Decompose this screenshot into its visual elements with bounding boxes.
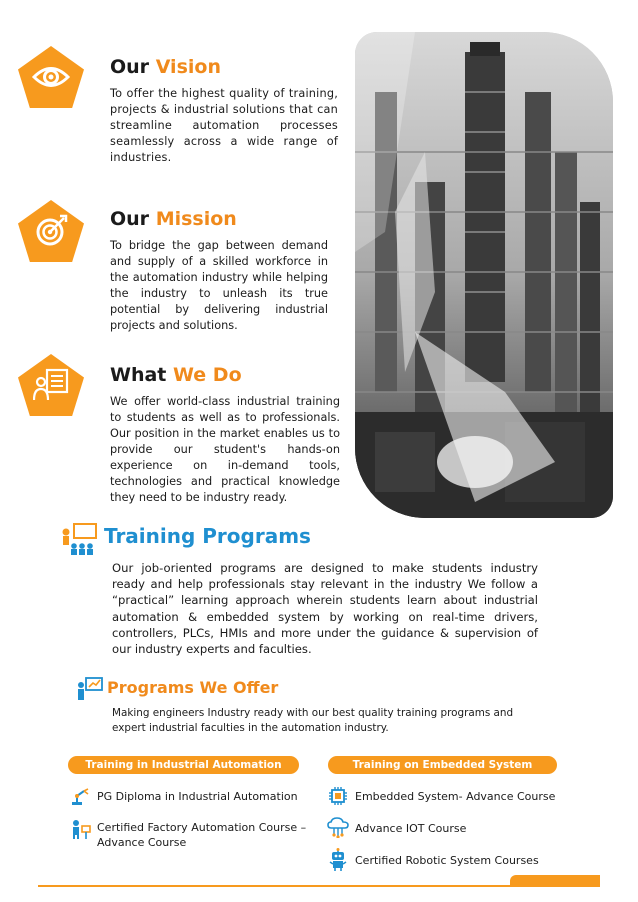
programs-offer-text: Making engineers Industry ready with our best quality training programs and expert industrial faculties in the automation industry. <box>112 707 514 734</box>
training-programs-title: Training Programs <box>104 524 311 548</box>
embedded-pill: Training on Embedded System <box>328 756 557 774</box>
mission-icon-badge <box>18 200 84 262</box>
industrial-plant-illustration <box>355 32 613 518</box>
cloud-network-icon <box>326 816 350 838</box>
automation-pill: Training in Industrial Automation <box>68 756 299 774</box>
what-we-do-text: We offer world-class industrial training to students as well as to professionals. Our position in the market enables us to provide our student's hands-on experience on in-demand tools, technologies and practical knowledge they need to be industry ready. <box>110 395 340 504</box>
training-programs-icon <box>60 522 100 560</box>
course-factory-automation: Certified Factory Automation Course – Advance Course <box>97 821 307 849</box>
course-embedded-system: Embedded System- Advance Course <box>355 790 556 803</box>
course-item <box>328 786 348 810</box>
training-programs-text: Our job-oriented programs are designed to make students industry ready and help professionals stay relevant in the industry We follow a “practical” learning approach wherein students learn about industrial automation & embedded system by working on real-time drivers, controllers, PLCs, HMIs and more under the guidance & supervision of our industry experts and faculties. <box>112 561 538 657</box>
presentation-board-icon <box>76 676 104 702</box>
programs-offer-title: Programs We Offer <box>107 678 279 697</box>
robot-arm-icon <box>70 786 90 806</box>
what-we-do-title: What We Do <box>110 364 242 386</box>
course-advance-iot: Advance IOT Course <box>355 822 467 835</box>
course-item <box>326 816 350 842</box>
vision-text: To offer the highest quality of training, projects & industrial solutions that can streamline automation processes seamlessly across a wide range of industries. <box>110 87 338 164</box>
mission-text: To bridge the gap between demand and supply of a skilled workforce in the automation industry while helping the industry to unleash its true potential by delivering industrial projects and solutions. <box>110 239 328 332</box>
footer-accent-bar <box>510 875 600 886</box>
what-we-do-icon-badge <box>18 354 84 416</box>
course-item <box>328 848 348 876</box>
classroom-icon <box>60 522 100 556</box>
robot-icon <box>328 848 348 872</box>
presenter-checklist-icon <box>33 368 69 402</box>
vision-title: Our Vision <box>110 56 221 78</box>
course-item <box>70 818 92 844</box>
eye-icon <box>32 62 70 92</box>
factory-worker-icon <box>70 818 92 840</box>
course-pg-diploma: PG Diploma in Industrial Automation <box>97 790 298 803</box>
target-icon <box>34 214 68 248</box>
programs-offer-icon <box>76 676 104 706</box>
chip-icon <box>328 786 348 806</box>
mission-title: Our Mission <box>110 208 237 230</box>
vision-icon-badge <box>18 46 84 108</box>
course-item <box>70 786 90 810</box>
course-robotic-system: Certified Robotic System Courses <box>355 854 539 867</box>
industrial-plant-image <box>355 32 613 518</box>
